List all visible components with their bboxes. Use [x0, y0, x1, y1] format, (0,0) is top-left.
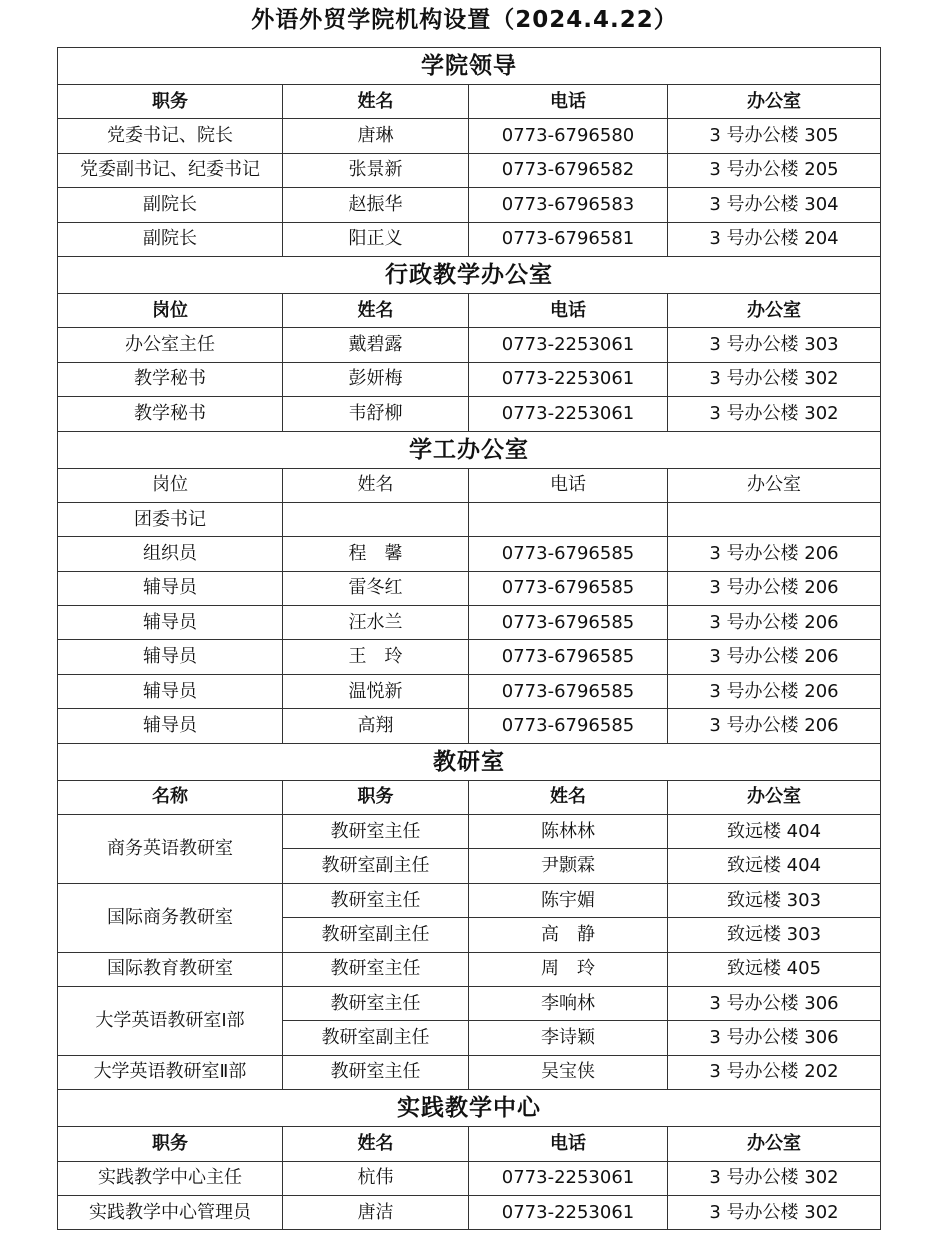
table-row: [58, 153, 881, 187]
column-header-row-research: [58, 780, 881, 814]
table-cell: 3 号办公楼 206: [668, 537, 881, 571]
table-cell: [283, 502, 469, 536]
table-cell: 0773-2253061: [469, 328, 668, 362]
table-cell: 0773-6796585: [469, 537, 668, 571]
table-cell: 张景新: [283, 153, 469, 187]
section-heading-row-admin-office: [58, 256, 881, 293]
table-cell: 3 号办公楼 206: [668, 640, 881, 674]
column-header: 办公室: [668, 468, 881, 502]
table-row: [58, 952, 881, 986]
table-cell: 3 号办公楼 302: [668, 362, 881, 396]
table-cell: 实践教学中心管理员: [58, 1195, 283, 1229]
table-row: [58, 502, 881, 536]
table-cell: 致远楼 404: [668, 815, 881, 849]
table-cell: 3 号办公楼 304: [668, 188, 881, 222]
table-cell: 党委副书记、纪委书记: [58, 153, 283, 187]
table-cell: 教研室副主任: [283, 849, 469, 883]
table-cell: 3 号办公楼 306: [668, 986, 881, 1020]
table-cell: 赵振华: [283, 188, 469, 222]
table-cell: 陈林林: [469, 815, 668, 849]
table-cell: 组织员: [58, 537, 283, 571]
table-cell: 韦舒柳: [283, 397, 469, 431]
column-header: 岗位: [58, 293, 283, 327]
table-cell: 李诗颖: [469, 1021, 668, 1055]
table-cell: 0773-6796585: [469, 674, 668, 708]
table-cell: 吴宝侠: [469, 1055, 668, 1089]
section-heading-student-office: 学工办公室: [58, 431, 881, 468]
table-row: [58, 709, 881, 743]
table-cell: 0773-6796581: [469, 222, 668, 256]
column-header-row-leadership: [58, 85, 881, 119]
table-cell: 0773-2253061: [469, 397, 668, 431]
table-cell: 辅导员: [58, 709, 283, 743]
table-cell: 3 号办公楼 305: [668, 119, 881, 153]
table-cell: 温悦新: [283, 674, 469, 708]
table-cell: 实践教学中心主任: [58, 1161, 283, 1195]
table-cell: 辅导员: [58, 571, 283, 605]
table-row: [58, 397, 881, 431]
table-cell: 雷冬红: [283, 571, 469, 605]
table-cell: 3 号办公楼 302: [668, 1161, 881, 1195]
table-row: [58, 986, 881, 1020]
table-cell: [469, 502, 668, 536]
table-cell: 0773-6796585: [469, 709, 668, 743]
table-cell: 周 玲: [469, 952, 668, 986]
table-cell: 3 号办公楼 204: [668, 222, 881, 256]
table-cell: 李响林: [469, 986, 668, 1020]
table-cell: 高翔: [283, 709, 469, 743]
section-heading-leadership: 学院领导: [58, 48, 881, 85]
table-row: [58, 119, 881, 153]
table-row: [58, 571, 881, 605]
table-cell: 教学秘书: [58, 362, 283, 396]
section-heading-row-leadership: [58, 48, 881, 85]
table-row: [58, 640, 881, 674]
column-header: 办公室: [668, 293, 881, 327]
group-name-cell: 国际商务教研室: [58, 883, 283, 952]
column-header: 办公室: [668, 780, 881, 814]
table-cell: 3 号办公楼 302: [668, 397, 881, 431]
table-cell: 杭伟: [283, 1161, 469, 1195]
table-row: [58, 188, 881, 222]
table-cell: 3 号办公楼 206: [668, 709, 881, 743]
table-cell: 3 号办公楼 306: [668, 1021, 881, 1055]
column-header-row-student-office: [58, 468, 881, 502]
table-cell: 3 号办公楼 205: [668, 153, 881, 187]
table-cell: 副院长: [58, 188, 283, 222]
table-cell: 团委书记: [58, 502, 283, 536]
table-cell: 王 玲: [283, 640, 469, 674]
column-header: 姓名: [283, 1127, 469, 1161]
table-cell: 3 号办公楼 303: [668, 328, 881, 362]
table-cell: 党委书记、院长: [58, 119, 283, 153]
table-cell: 教研室主任: [283, 883, 469, 917]
table-cell: 教研室主任: [283, 1055, 469, 1089]
table-cell: 辅导员: [58, 640, 283, 674]
section-heading-row-student-office: [58, 431, 881, 468]
table-cell: 3 号办公楼 202: [668, 1055, 881, 1089]
table-row: [58, 1055, 881, 1089]
table-row: [58, 815, 881, 849]
group-name-cell: 大学英语教研室Ⅱ部: [58, 1055, 283, 1089]
column-header: 岗位: [58, 468, 283, 502]
table-row: [58, 362, 881, 396]
column-header: 职务: [58, 1127, 283, 1161]
column-header: 姓名: [283, 293, 469, 327]
table-row: [58, 1195, 881, 1229]
table-row: [58, 1161, 881, 1195]
column-header: 电话: [469, 85, 668, 119]
table-cell: 教研室主任: [283, 952, 469, 986]
table-cell: 3 号办公楼 206: [668, 571, 881, 605]
column-header-row-practice-center: [58, 1127, 881, 1161]
table-cell: 辅导员: [58, 606, 283, 640]
column-header: 姓名: [283, 85, 469, 119]
table-cell: 0773-6796580: [469, 119, 668, 153]
table-cell: 3 号办公楼 206: [668, 606, 881, 640]
column-header: 办公室: [668, 85, 881, 119]
column-header: 电话: [469, 293, 668, 327]
table-cell: 阳正义: [283, 222, 469, 256]
table-cell: 0773-6796582: [469, 153, 668, 187]
group-name-cell: 大学英语教研室Ⅰ部: [58, 986, 283, 1055]
column-header: 姓名: [469, 780, 668, 814]
table-row: [58, 328, 881, 362]
table-cell: 0773-2253061: [469, 1195, 668, 1229]
table-cell: 戴碧露: [283, 328, 469, 362]
table-cell: 0773-6796583: [469, 188, 668, 222]
table-cell: 0773-2253061: [469, 1161, 668, 1195]
organization-table: [57, 47, 881, 1230]
table-cell: 3 号办公楼 206: [668, 674, 881, 708]
table-row: [58, 883, 881, 917]
table-cell: 汪水兰: [283, 606, 469, 640]
table-cell: 致远楼 404: [668, 849, 881, 883]
table-cell: 教研室副主任: [283, 918, 469, 952]
column-header: 办公室: [668, 1127, 881, 1161]
section-heading-row-practice-center: [58, 1090, 881, 1127]
section-heading-row-research: [58, 743, 881, 780]
table-row: [58, 537, 881, 571]
table-cell: 教学秘书: [58, 397, 283, 431]
group-name-cell: 国际教育教研室: [58, 952, 283, 986]
section-heading-practice-center: 实践教学中心: [58, 1090, 881, 1127]
section-heading-research: 教研室: [58, 743, 881, 780]
table-cell: 0773-6796585: [469, 640, 668, 674]
table-row: [58, 606, 881, 640]
table-cell: 教研室主任: [283, 986, 469, 1020]
table-cell: 致远楼 303: [668, 883, 881, 917]
table-cell: 高 静: [469, 918, 668, 952]
table-cell: 程 馨: [283, 537, 469, 571]
table-cell: 3 号办公楼 302: [668, 1195, 881, 1229]
table-row: [58, 222, 881, 256]
section-heading-admin-office: 行政教学办公室: [58, 256, 881, 293]
group-name-cell: 商务英语教研室: [58, 815, 283, 884]
document-title: 外语外贸学院机构设置（2024.4.22）: [251, 7, 678, 33]
column-header-row-admin-office: [58, 293, 881, 327]
table-cell: 教研室副主任: [283, 1021, 469, 1055]
table-cell: 0773-6796585: [469, 606, 668, 640]
table-cell: 教研室主任: [283, 815, 469, 849]
table-cell: 副院长: [58, 222, 283, 256]
table-cell: 致远楼 405: [668, 952, 881, 986]
table-cell: [668, 502, 881, 536]
table-cell: 辅导员: [58, 674, 283, 708]
column-header: 电话: [469, 1127, 668, 1161]
column-header: 名称: [58, 780, 283, 814]
table-cell: 0773-2253061: [469, 362, 668, 396]
table-cell: 陈宇媚: [469, 883, 668, 917]
table-cell: 致远楼 303: [668, 918, 881, 952]
table-cell: 办公室主任: [58, 328, 283, 362]
table-cell: 唐琳: [283, 119, 469, 153]
column-header: 电话: [469, 468, 668, 502]
table-cell: 尹颢霖: [469, 849, 668, 883]
table-cell: 彭妍梅: [283, 362, 469, 396]
table-cell: 0773-6796585: [469, 571, 668, 605]
table-row: [58, 674, 881, 708]
column-header: 姓名: [283, 468, 469, 502]
table-cell: 唐洁: [283, 1195, 469, 1229]
column-header: 职务: [58, 85, 283, 119]
column-header: 职务: [283, 780, 469, 814]
